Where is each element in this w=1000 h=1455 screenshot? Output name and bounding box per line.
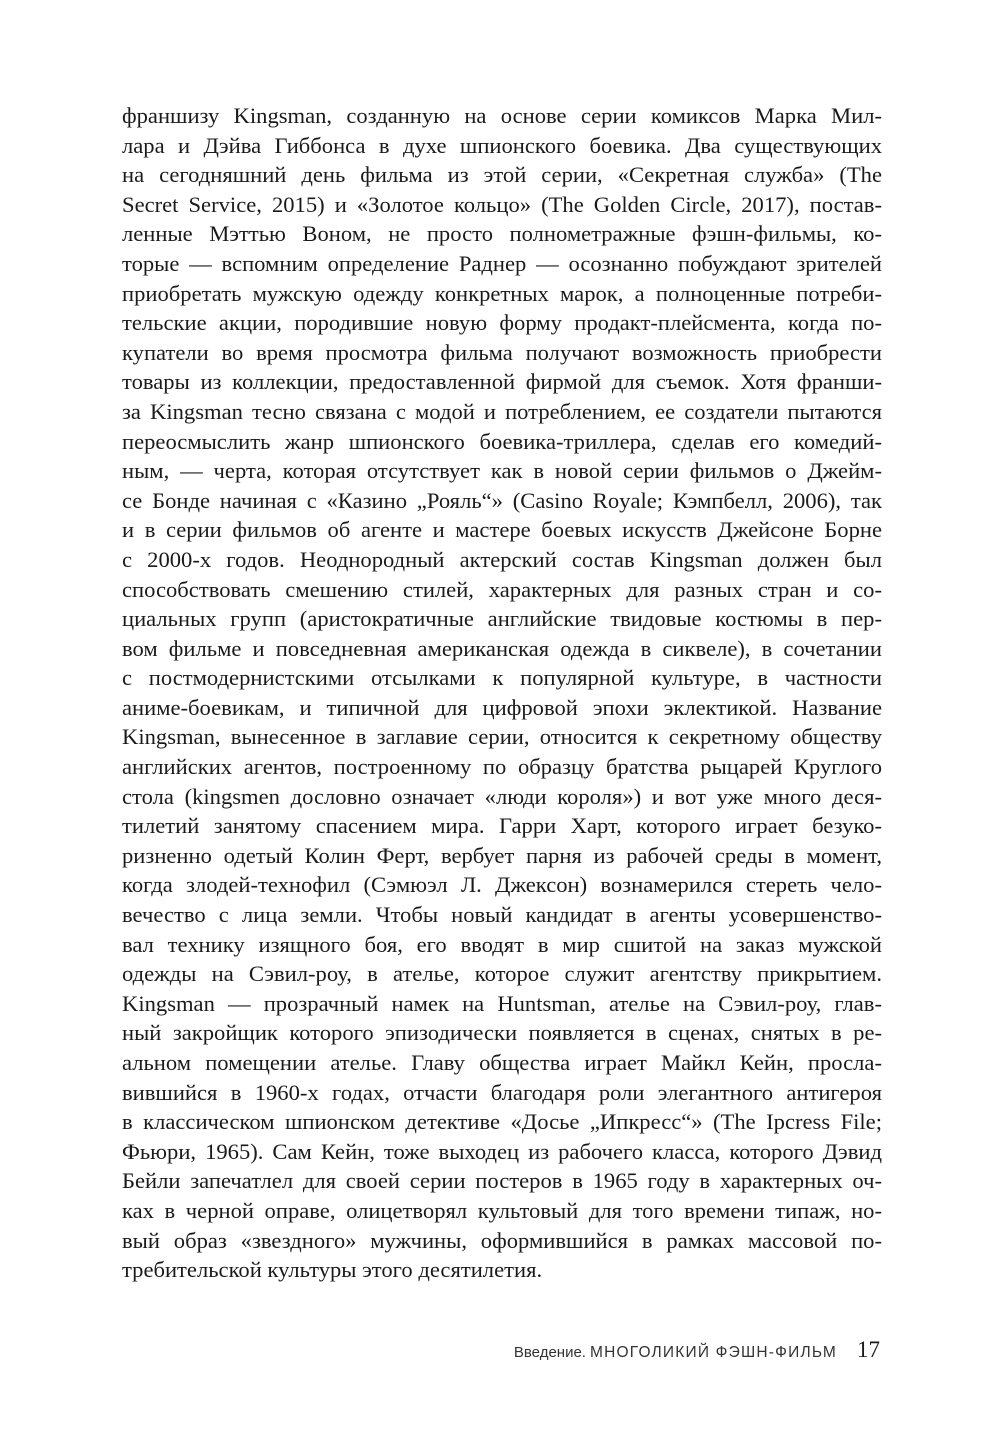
text-line: за Kingsman тесно связана с модой и потреблением, ее создатели пытаются xyxy=(122,398,882,424)
text-line: вившийся в 1960-х годах, отчасти благодаря роли элегантного антигероя xyxy=(122,1079,882,1105)
text-line: и в серии фильмов об агенте и мастере боевых искусств Джейсоне Борне xyxy=(122,517,882,543)
text-line: вом фильме и повседневная американская одежда в сиквеле), в сочетании xyxy=(122,635,882,661)
text-line: приобретать мужскую одежду конкретных марок, а полноценные потреби- xyxy=(122,280,882,306)
page-footer xyxy=(0,1337,880,1365)
text-line: на сегодняшний день фильма из этой серии, «Секретная служба» (The xyxy=(122,162,882,188)
running-head-title: МНОГОЛИКИЙ ФЭШН-ФИЛЬМ xyxy=(589,1344,837,1361)
running-head-section: Введение. xyxy=(513,1344,586,1361)
text-line: в классическом шпионском детективе «Досье „Ипкресс“» (The Ipcress File; xyxy=(122,1109,882,1135)
text-line: ризненно одетый Колин Ферт, вербует парня из рабочей среды в момент, xyxy=(122,842,882,868)
text-line: Kingsman, вынесенное в заглавие серии, относится к секретному обществу xyxy=(122,724,882,750)
text-line: торые — вспомним определение Раднер — осознанно побуждают зрителей xyxy=(122,250,882,276)
text-line: ным, — черта, которая отсутствует как в новой серии фильмов о Джейм- xyxy=(122,458,882,484)
text-line: Kingsman — прозрачный намек на Huntsman, ателье на Сэвил-роу, глав- xyxy=(122,990,882,1016)
text-line: когда злодей-технофил (Сэмюэл Л. Джексон) вознамерился стереть чело- xyxy=(122,872,882,898)
text-line: се Бонде начиная с «Казино „Рояль“» (Casino Royale; Кэмпбелл, 2006), так xyxy=(122,487,882,513)
text-line: требительской культуры этого десятилетия. xyxy=(122,1257,543,1283)
text-line: купатели во время просмотра фильма получают возможность приобрести xyxy=(122,339,882,365)
text-line: способствовать смешению стилей, характерных для разных стран и со- xyxy=(122,576,882,602)
text-line: товары из коллекции, предоставленной фирмой для съемок. Хотя франши- xyxy=(122,369,882,395)
text-line: альном помещении ателье. Главу общества играет Майкл Кейн, просла- xyxy=(122,1050,882,1075)
text-line: вечество с лица земли. Чтобы новый кандидат в агенты усовершенство- xyxy=(122,902,882,928)
text-line: франшизу Kingsman, созданную на основе серии комиксов Марка Мил- xyxy=(122,103,882,128)
text-line: с 2000-х годов. Неоднородный актерский состав Kingsman должен был xyxy=(122,546,882,572)
text-line: ленные Мэттью Воном, не просто полнометражные фэшн-фильмы, ко- xyxy=(122,221,882,247)
text-line: Бейли запечатлел для своей серии постеров в 1965 году в характерных оч- xyxy=(122,1168,882,1194)
text-line: лара и Дэйва Гиббонса в духе шпионского боевика. Два существующих xyxy=(122,132,882,158)
text-line: ный закройщик которого эпизодически появляется в сценах, снятых в ре- xyxy=(122,1020,882,1046)
text-line: циальных групп (аристократичные английские твидовые костюмы в пер- xyxy=(122,606,882,632)
text-line: аниме-боевикам, и типичной для цифровой эпохи эклектикой. Название xyxy=(122,694,882,720)
text-line: одежды на Сэвил-роу, в ателье, которое служит агентству прикрытием. xyxy=(122,961,882,987)
text-line: тельские акции, породившие новую форму продакт-плейсмента, когда по- xyxy=(122,310,882,336)
text-line: Secret Service, 2015) и «Золотое кольцо» (The Golden Circle, 2017), постав- xyxy=(122,191,882,217)
text-line: английских агентов, построенному по образцу братства рыцарей Круглого xyxy=(122,754,882,780)
text-line: переосмыслить жанр шпионского боевика-триллера, сделав его комедий- xyxy=(122,428,882,454)
text-line: ках в черной оправе, олицетворял культовый для того времени типаж, но- xyxy=(122,1197,882,1223)
text-line: с постмодернистскими отсылками к популярной культуре, в частности xyxy=(122,665,882,691)
page-number: 17 xyxy=(857,1337,880,1362)
body-paragraph xyxy=(122,101,882,1285)
text-line: вый образ «звездного» мужчины, оформившийся в рамках массовой по- xyxy=(122,1227,882,1253)
text-line: вал технику изящного боя, его вводят в мир сшитой на заказ мужской xyxy=(122,931,882,957)
text-line: тилетий занятому спасением мира. Гарри Харт, которого играет безуко- xyxy=(122,813,882,839)
text-line: Фьюри, 1965). Сам Кейн, тоже выходец из рабочего класса, которого Дэвид xyxy=(122,1138,882,1164)
text-line: стола (kingsmen дословно означает «люди короля») и вот уже много деся- xyxy=(122,783,882,809)
